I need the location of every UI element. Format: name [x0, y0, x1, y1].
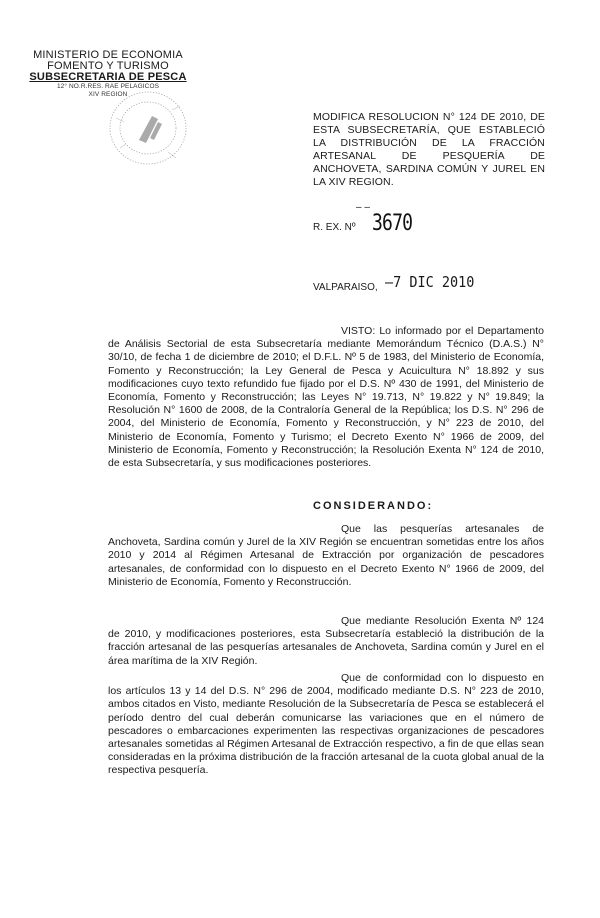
considerando-paragraph-3: Que de conformidad con lo dispuesto en los artículos 13 y 14 del D.S. N° 296 de 2004, modificado mediante D.S. N° 223 de 2010, ambos citados en Visto, mediante Resolución de la Subsecretaría de Pesca se establecerá el período dentro del cual deberán comunicarse las variaciones que en el número de pescadores o embarcaciones experimenten las respectivas organizaciones de pescadores artesanales sometidas al Régimen Artesanal de Extracción respectivo, a fin de que ellas sean consideradas en la próxima distribución de la fracción artesanal de la cuota global anual de la respectiva pesquería. [108, 672, 544, 777]
resolution-number-label: R. EX. Nº [313, 222, 356, 233]
official-seal-stamp [106, 88, 190, 168]
region-code: XIV REGION [88, 91, 128, 98]
ministry-name: MINISTERIO DE ECONOMIA [33, 49, 183, 61]
ministry-name-2: FOMENTO Y TURISMO [47, 60, 169, 72]
resolution-number: 3670 [372, 211, 413, 236]
considerando-paragraph-1: Que las pesquerías artesanales de Anchoveta, Sardina común y Jurel de la XIV Región se encuentran sometidas entre los años 2010 y 2014 al Régimen Artesanal de Extracción por organización de pescadores artesanales, de conformidad con lo dispuesto en el Decreto Exento N° 1966 de 2009, del Ministerio de Economía, Fomento y Reconstrucción. [108, 523, 544, 588]
registry-code: 12° NO.R.RES. RAE PELAGICOS [56, 83, 160, 90]
number-dash: – – [356, 202, 370, 213]
considerando-heading: CONSIDERANDO: [313, 500, 434, 512]
considerando-paragraph-2: Que mediante Resolución Exenta Nº 124 de 2010, y modificaciones posteriores, esta Subsecretaría estableció la distribución de la fracción artesanal de las pesquerías artesanales de Anchoveta, Sardina común y Jurel en el área marítima de la XIV Región. [108, 615, 544, 667]
place-label: VALPARAISO, [313, 282, 378, 293]
subsecretaria-name: SUBSECRETARIA DE PESCA [29, 71, 187, 83]
resolution-title: MODIFICA RESOLUCION N° 124 DE 2010, DE ESTA SUBSECRETARÍA, QUE ESTABLECIÓ LA DISTRIBUCIÓN DE LA FRACCIÓN ARTESANAL DE PESQUERÍA DE ANCHOVETA, SARDINA COMÚN Y JUREL EN LA XIV REGION. [313, 111, 545, 188]
date-stamp: –7 DIC 2010 [385, 273, 475, 291]
visto-paragraph: VISTO: Lo informado por el Departamento de Análisis Sectorial de esta Subsecretaría mediante Memorándum Técnico (D.A.S.) N° 30/10, de fecha 1 de diciembre de 2010; el D.F.L. Nº 5 de 1983, del Ministerio de Economía, Fomento y Reconstrucción; la Ley General de Pesca y Acuicultura N° 18.892 y sus modificaciones cuyo texto refundido fue fijado por el D.S. Nº 430 de 1991, del Ministerio de Economía, Fomento y Reconstrucción; las Leyes N° 19.713, N° 19.822 y N° 19.849; la Resolución N° 1600 de 2008, de la Contraloría General de la República; los D.S. N° 296 de 2004, del Ministerio de Economía, Fomento y Reconstrucción, y N° 223 de 2010, del Ministerio de Economía, Fomento y Turismo; el Decreto Exento N° 1966 de 2009, del Ministerio de Economía, Fomento y Reconstrucción; la Resolución Exenta N° 124 de 2010, de esta Subsecretaría, y sus modificaciones posteriores. [108, 325, 544, 470]
